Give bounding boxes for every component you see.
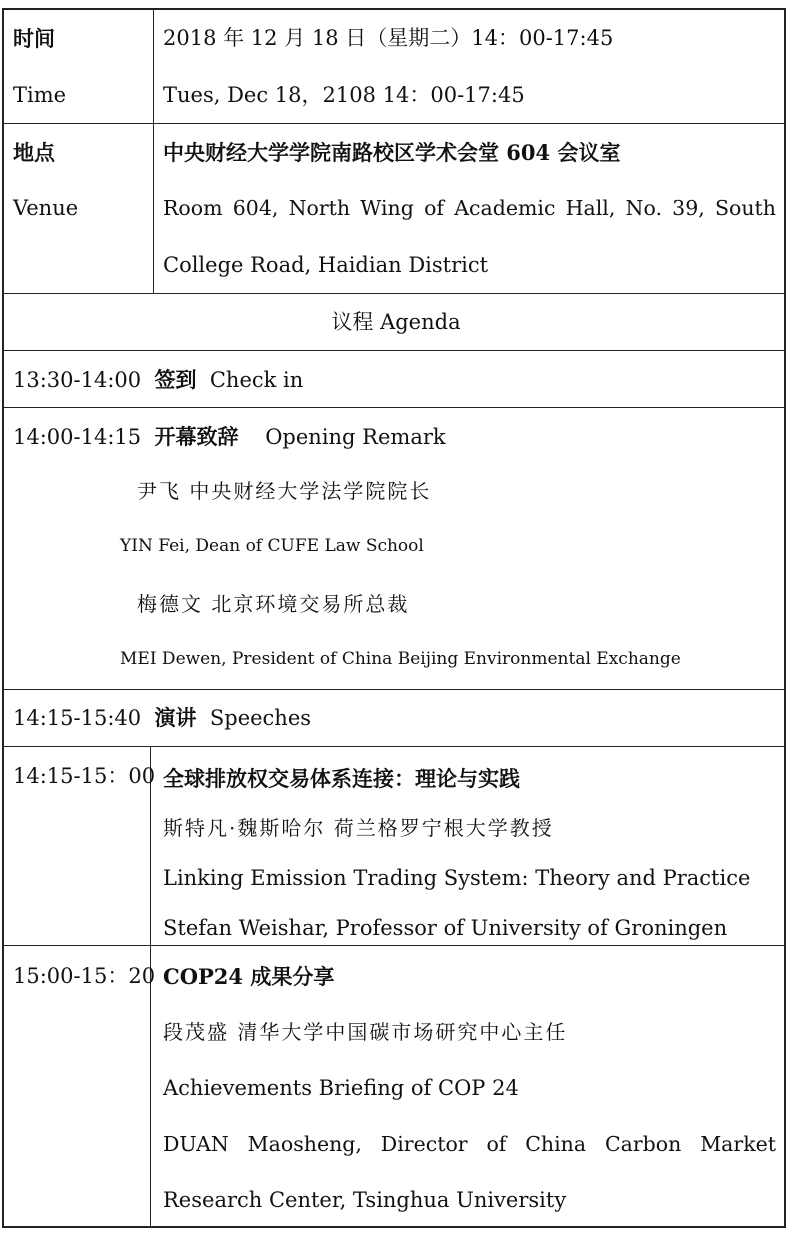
row-divider bbox=[4, 350, 784, 351]
venue-value-en-line1: Room 604, North Wing of Academic Hall, No. 39, South bbox=[163, 196, 776, 220]
talk2-speaker-en-line1: DUAN Maosheng, Director of China Carbon Market bbox=[163, 1132, 776, 1156]
venue-label-en: Venue bbox=[13, 196, 79, 220]
column-divider bbox=[153, 10, 154, 293]
speeches-time: 14:15-15:40 bbox=[13, 706, 142, 730]
opening-row bbox=[13, 426, 446, 448]
talk2-title-en: Achievements Briefing of COP 24 bbox=[163, 1076, 519, 1100]
talk2-title-cn: COP24 成果分享 bbox=[163, 964, 335, 989]
venue-label-cn: 地点 bbox=[13, 140, 55, 165]
talk2-speaker-cn: 段茂盛 清华大学中国碳市场研究中心主任 bbox=[163, 1020, 568, 1044]
opening-time: 14:00-14:15 bbox=[13, 425, 142, 449]
opening-speaker1-cn: 尹飞 中央财经大学法学院院长 bbox=[137, 479, 432, 503]
checkin-cn: 签到 bbox=[154, 367, 197, 392]
row-divider bbox=[4, 293, 784, 294]
checkin-row bbox=[13, 369, 303, 391]
opening-speaker2-cn: 梅德文 北京环境交易所总裁 bbox=[137, 592, 410, 616]
row-divider bbox=[4, 123, 784, 124]
venue-value-en-line2: College Road, Haidian District bbox=[163, 253, 489, 277]
speeches-en: Speeches bbox=[209, 706, 312, 730]
talk1-speaker-cn: 斯特凡·魏斯哈尔 荷兰格罗宁根大学教授 bbox=[163, 816, 554, 840]
time-label-cn: 时间 bbox=[13, 26, 55, 51]
row-divider bbox=[4, 689, 784, 690]
agenda-title: 议程 Agenda bbox=[331, 310, 461, 334]
opening-speaker2-en: MEI Dewen, President of China Beijing Environmental Exchange bbox=[120, 649, 681, 669]
talk1-title-en: Linking Emission Trading System: Theory and Practice bbox=[163, 866, 751, 890]
checkin-en: Check in bbox=[209, 368, 304, 392]
venue-value-cn: 中央财经大学学院南路校区学术会堂 604 会议室 bbox=[163, 140, 621, 165]
speeches-row bbox=[13, 707, 311, 729]
row-divider bbox=[4, 407, 784, 408]
checkin-time: 13:30-14:00 bbox=[13, 368, 142, 392]
opening-speaker1-en: YIN Fei, Dean of CUFE Law School bbox=[120, 536, 424, 556]
row-divider bbox=[4, 746, 784, 747]
talk1-title-cn: 全球排放权交易体系连接：理论与实践 bbox=[163, 766, 520, 791]
talk1-time: 14:15-15：00 bbox=[13, 764, 156, 788]
talk2-speaker-en-line2: Research Center, Tsinghua University bbox=[163, 1188, 567, 1212]
speeches-cn: 演讲 bbox=[154, 705, 197, 730]
opening-en: Opening Remark bbox=[265, 425, 446, 449]
row-divider bbox=[4, 945, 784, 946]
opening-cn: 开幕致辞 bbox=[154, 424, 239, 449]
time-label-en: Time bbox=[13, 83, 67, 107]
talk2-time: 15:00-15：20 bbox=[13, 964, 156, 988]
time-value-en: Tues, Dec 18，2108 14：00-17:45 bbox=[163, 83, 525, 107]
time-value-cn: 2018 年 12 月 18 日（星期二）14：00-17:45 bbox=[163, 26, 614, 50]
agenda-table bbox=[2, 8, 786, 1228]
talk1-speaker-en: Stefan Weishar, Professor of University of Groningen bbox=[163, 916, 728, 940]
